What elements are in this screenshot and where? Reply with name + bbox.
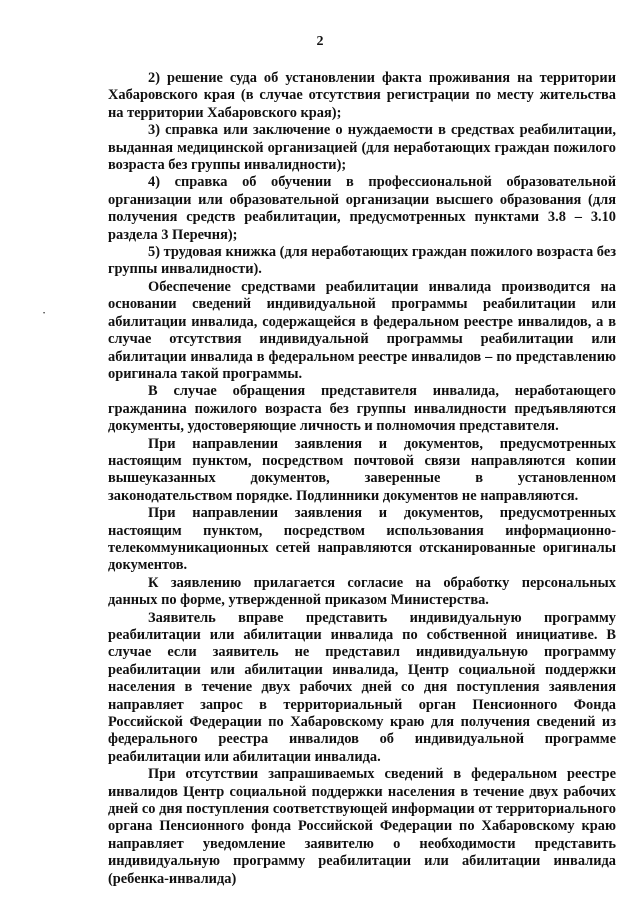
paragraph-electronic-submission: При направлении заявления и документов, предусмотренных настоящим пунктом, посредством использования информационно-телекоммуникационных сетей направляются отсканированные оригиналы документов. <box>108 505 616 574</box>
paragraph-representative: В случае обращения представителя инвалида, неработающего гражданина пожилого возраста без группы инвалидности предъявляются документы, удостоверяющие личность и полномочия представителя. <box>108 383 616 435</box>
paragraph-court-decision: 2) решение суда об установлении факта проживания на территории Хабаровского края (в случае отсутствия регистрации по месту жительства на территории Хабаровского края); <box>108 70 616 121</box>
page-number: 2 <box>316 34 324 49</box>
margin-mark: · <box>39 304 49 321</box>
paragraph-missing-information: При отсутствии запрашиваемых сведений в федеральном реестре инвалидов Центр социальной поддержки населения в течение двух рабочих дней со дня поступления соответствующей информации от территориального органа Пенсионного фонда Российской Федерации по Хабаровскому краю направляет уведомление заявителю о необходимости представить индивидуальную программу реабилитации или абилитации инвалида (ребенка-инвалида) <box>108 766 616 887</box>
paragraph-medical-certificate: 3) справка или заключение о нуждаемости в средствах реабилитации, выданная медицинской организацией (для неработающих граждан пожилого возраста без группы инвалидности); <box>108 122 616 174</box>
paragraph-employment-record: 5) трудовая книжка (для неработающих граждан пожилого возраста без группы инвалидности). <box>108 244 616 278</box>
paragraph-individual-program: Заявитель вправе представить индивидуальную программу реабилитации или абилитации инвалида по собственной инициативе. В случае если заявитель не представил индивидуальную программу реабилитации или абилитации инвалида, Центр социальной поддержки населения в течение двух рабочих дней со дня поступления заявления направляет запрос в территориальный орган Пенсионного Фонда Российской Федерации по Хабаровскому краю для получения сведений из федерального реестра инвалидов об индивидуальной программе реабилитации или абилитации инвалида. <box>108 609 616 765</box>
paragraph-education-certificate: 4) справка об обучении в профессиональной образовательной организации или образовательной организации высшего образования (для получения средств реабилитации, предусмотренных пунктами 3.8 – 3.10 раздела 3 Перечня); <box>108 174 616 243</box>
paragraph-personal-data-consent: К заявлению прилагается согласие на обработку персональных данных по форме, утвержденной приказом Министерства. <box>108 574 616 609</box>
paragraph-provision-basis: Обеспечение средствами реабилитации инвалида производится на основании сведений индивидуальной программы реабилитации или абилитации инвалида, содержащейся в федеральном реестре инвалидов, а в случае отсутствия индивидуальной программы реабилитации или абилитации инвалида в федеральном реестре инвалидов – по представлению оригинала такой программы. <box>108 278 616 382</box>
document-body <box>108 70 616 888</box>
paragraph-postal-submission: При направлении заявления и документов, предусмотренных настоящим пунктом, посредством почтовой связи направляются копии вышеуказанных документов, заверенные в установленном законодательством порядке. Подлинники документов не направляются. <box>108 435 616 504</box>
